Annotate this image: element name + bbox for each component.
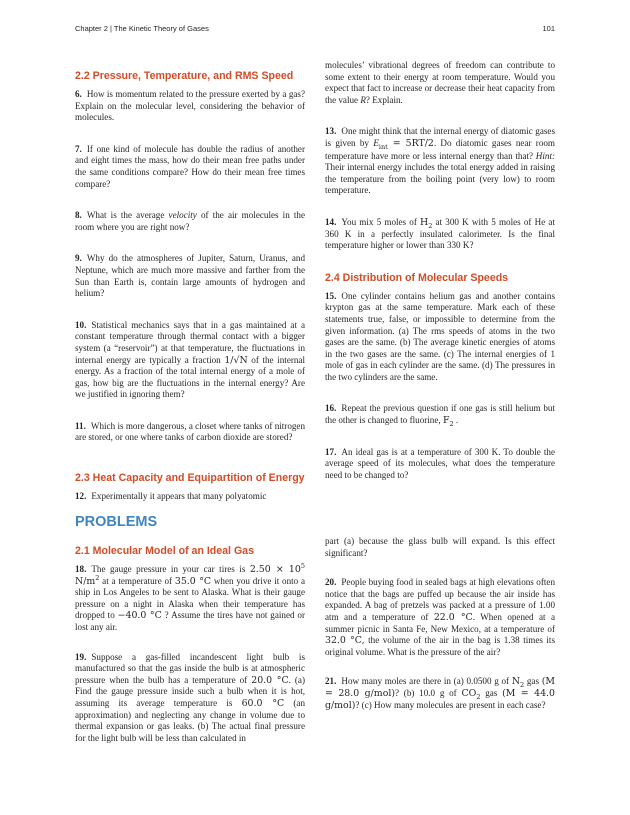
math-expression: (M = 28.0 g/mol) xyxy=(325,676,555,699)
problem-text: (an approximation) and neglecting any change in volume due to thermal expansion or gas leaks. (b) The actual final pressure for the light bulb will be less than calculated in xyxy=(75,697,305,743)
question-number: 14. xyxy=(325,216,337,227)
question-9 xyxy=(75,253,305,299)
problem-text: the volume of the air in the bag is 1.38 times its original volume. What is the pressure of the air? xyxy=(325,635,555,657)
subscript: int xyxy=(378,142,388,151)
question-text: If one kind of molecule has double the radius of another and eight times the mass, how do their mean free paths under the same conditions compare? How do their mean free times compare? xyxy=(75,143,305,189)
question-number: 7. xyxy=(75,143,82,154)
section-heading-2-2: 2.2 Pressure, Temperature, and RMS Speed xyxy=(75,70,294,82)
problem-text: part (a) because the glass bulb will expand. Is this effect significant? xyxy=(325,536,555,558)
math-expression: 20.0 °C xyxy=(251,674,289,686)
question-number: 8. xyxy=(75,210,82,221)
problem-text: when you drive it onto a ship in Los Angeles to be sent to Alaska. What is their gauge pressure on a night in Alaska when their temperature has dropped to xyxy=(75,575,306,621)
question-text: What is the average xyxy=(86,210,169,221)
problem-19-continued xyxy=(325,536,555,559)
problem-text: How many moles are there in (a) 0.0500 g of xyxy=(341,676,512,687)
question-text: Experimentally it appears that many polyatomic xyxy=(91,491,267,502)
question-12-continued xyxy=(325,60,555,106)
question-number: 16. xyxy=(325,403,337,414)
problem-text: People buying food in sealed bags at high elevations often notice that the bags are puffed up because the air inside has expanded. A bag of pretzels was packed at a pressure of 1.00 atm and a temperature of xyxy=(325,577,555,622)
problem-text: gas xyxy=(480,687,503,698)
problem-text: The gauge pressure in your car tires is xyxy=(91,564,246,574)
question-number: 15. xyxy=(325,290,337,301)
question-text: . Do diatomic gases near room temperature have more or less internal energy than that? xyxy=(325,137,555,161)
problem-text: . (a) Find the gauge pressure inside such a bulb when it is hot, assuming its average temperature is xyxy=(75,674,305,708)
question-number: 11. xyxy=(75,420,86,431)
problem-20 xyxy=(325,577,555,658)
math-expression: 35.0 °C xyxy=(174,575,212,587)
right-column-top xyxy=(325,60,555,481)
math-text: N/m xyxy=(75,575,96,587)
question-text: ? Explain. xyxy=(365,94,403,105)
math-text: N xyxy=(511,676,521,688)
problem-text: ? (b) 10.0 g of xyxy=(395,687,462,698)
superscript: 2 xyxy=(95,573,100,582)
left-column-top xyxy=(75,70,305,503)
math-text: = 5RT/2 xyxy=(387,137,434,149)
math-text: F xyxy=(442,415,450,427)
math-variable: E xyxy=(373,138,379,149)
problem-number: 18. xyxy=(75,564,87,574)
problem-text: ? (c) How many molecules are present in each case? xyxy=(355,699,546,710)
question-12 xyxy=(75,491,305,503)
section-heading-2-4: 2.4 Distribution of Molecular Speeds xyxy=(325,271,509,284)
math-expression xyxy=(443,415,454,426)
question-number: 13. xyxy=(325,126,337,137)
math-expression: −40.0 °C xyxy=(117,610,162,622)
hint-label: Hint: xyxy=(535,150,555,161)
math-variable: R xyxy=(360,94,366,105)
problem-number: 20. xyxy=(325,577,337,588)
question-text: Repeat the previous question if one gas is still helium but the other is changed to fluorine, xyxy=(325,403,555,426)
subscript: 2 xyxy=(476,692,481,701)
question-text: of the internal energy. As a fraction of the total internal energy of a mole of gas, how big are the fluctuations in the internal energy? Are we justified in ignoring them? xyxy=(75,354,305,400)
math-text: 2.50 × 10 xyxy=(249,564,301,575)
math-expression: 60.0 °C xyxy=(241,697,285,709)
question-16 xyxy=(325,403,555,426)
superscript: 5 xyxy=(300,561,305,570)
math-expression: 32.0 °C, xyxy=(325,635,365,647)
question-text: Why do the atmospheres of Jupiter, Saturn, Uranus, and Neptune, which are much more massive and farther from the Sun than Earth is, contain large amounts of hydrogen and helium? xyxy=(75,253,305,299)
math-expression xyxy=(373,138,434,149)
right-column-bottom xyxy=(325,536,555,711)
page-header xyxy=(75,24,555,38)
problem-text: Suppose a gas-filled incandescent light bulb is manufactured so that the gas inside the bulb is at atmospheric pressure when the bulb has a temperature of xyxy=(75,651,305,685)
problem-19 xyxy=(75,652,305,745)
math-text: CO xyxy=(461,687,477,699)
problem-number: 19. xyxy=(75,651,87,662)
question-7 xyxy=(75,144,305,190)
question-number: 10. xyxy=(75,319,87,330)
subscript: 2 xyxy=(449,419,454,428)
question-text: One might think that the internal energy of diatomic gases is given by xyxy=(325,126,555,148)
left-column-bottom xyxy=(75,545,305,744)
question-number: 17. xyxy=(325,446,337,457)
question-text: . xyxy=(453,415,459,426)
question-text: An ideal gas is at a temperature of 300 K. To double the average speed of its molecules, what does the temperature need to be changed to? xyxy=(325,446,555,480)
question-number: 9. xyxy=(75,253,82,264)
problem-text: . When opened at a summer picnic in Santa Fe, New Mexico, at a temperature of xyxy=(325,611,556,634)
question-text: One cylinder contains helium gas and another contains krypton gas at the same temperature. Mark each of these statements true, false, or impossible to determine from the given information. (a) The rms speeds of atoms in the two gases are the same. (b) The average kinetic energies of atoms in the two gases are the same. (c) The internal energies of 1 mole of gas in each cylinder are the same. (d) The pressures in the two cylinders are the same. xyxy=(325,290,555,382)
subscript: 2 xyxy=(520,681,525,690)
math-expression: 1/√N xyxy=(224,354,248,366)
question-text: Their internal energy includes the total energy added in raising the temperature from the boiling point (very low) to room temperature. xyxy=(325,162,555,196)
math-text: H xyxy=(420,216,429,228)
question-text: How is momentum related to the pressure exerted by a gas? Explain on the molecular level, considering the behavior of molecules. xyxy=(75,89,305,123)
question-text: molecules’ vibrational degrees of freedom can contribute to some extent to their energy at room temperature. Would you expect that fact to increase or decrease their heat capacity from the value xyxy=(325,60,555,105)
problem-text: gas xyxy=(524,676,542,687)
question-15 xyxy=(325,291,555,384)
question-number: 6. xyxy=(75,89,82,99)
question-13 xyxy=(325,126,555,197)
section-heading-2-1: 2.1 Molecular Model of an Ideal Gas xyxy=(75,545,254,557)
question-10 xyxy=(75,320,305,401)
question-14 xyxy=(325,217,555,252)
math-expression xyxy=(420,217,432,228)
problems-heading: PROBLEMS xyxy=(75,514,158,530)
question-text: at 300 K with 5 moles of He at 360 K in a perfectly insulated calorimeter. Is the final temperature higher or lower than 330 K? xyxy=(325,216,555,251)
emphasis: velocity xyxy=(168,210,197,221)
section-heading-2-3: 2.3 Heat Capacity and Equipartition of Energy xyxy=(75,472,305,485)
question-text: You mix 5 moles of xyxy=(341,216,421,227)
math-expression xyxy=(461,688,480,699)
problem-18 xyxy=(75,561,306,634)
problem-text: ? Assume the tires have not gained or lost any air. xyxy=(75,610,305,632)
question-text: of the air molecules in the room where you are right now? xyxy=(75,210,306,232)
question-number: 12. xyxy=(75,491,87,502)
question-6 xyxy=(75,89,305,124)
math-expression: 22.0 °C xyxy=(433,611,473,623)
question-text: Statistical mechanics says that in a gas maintained at a constant temperature through thermal contact with a bigger system (a “reservoir”) at that temperature, the fluctuations in internal energy are typically a fraction xyxy=(75,319,305,365)
problem-number: 21. xyxy=(325,676,337,687)
problem-21 xyxy=(325,676,555,711)
question-text: Which is more dangerous, a closet where tanks of nitrogen are stored, or one where tanks of carbon dioxide are stored? xyxy=(75,420,305,443)
question-17 xyxy=(325,447,555,482)
question-8 xyxy=(75,210,305,233)
subscript: 2 xyxy=(428,221,433,230)
math-expression xyxy=(511,676,525,690)
problem-text: at a temperature of xyxy=(99,575,175,586)
question-11 xyxy=(75,421,305,444)
page-number: 101 xyxy=(542,24,555,33)
chapter-title: Chapter 2 | The Kinetic Theory of Gases xyxy=(75,24,209,33)
math-expression: (M = 44.0 g/mol) xyxy=(325,687,556,711)
